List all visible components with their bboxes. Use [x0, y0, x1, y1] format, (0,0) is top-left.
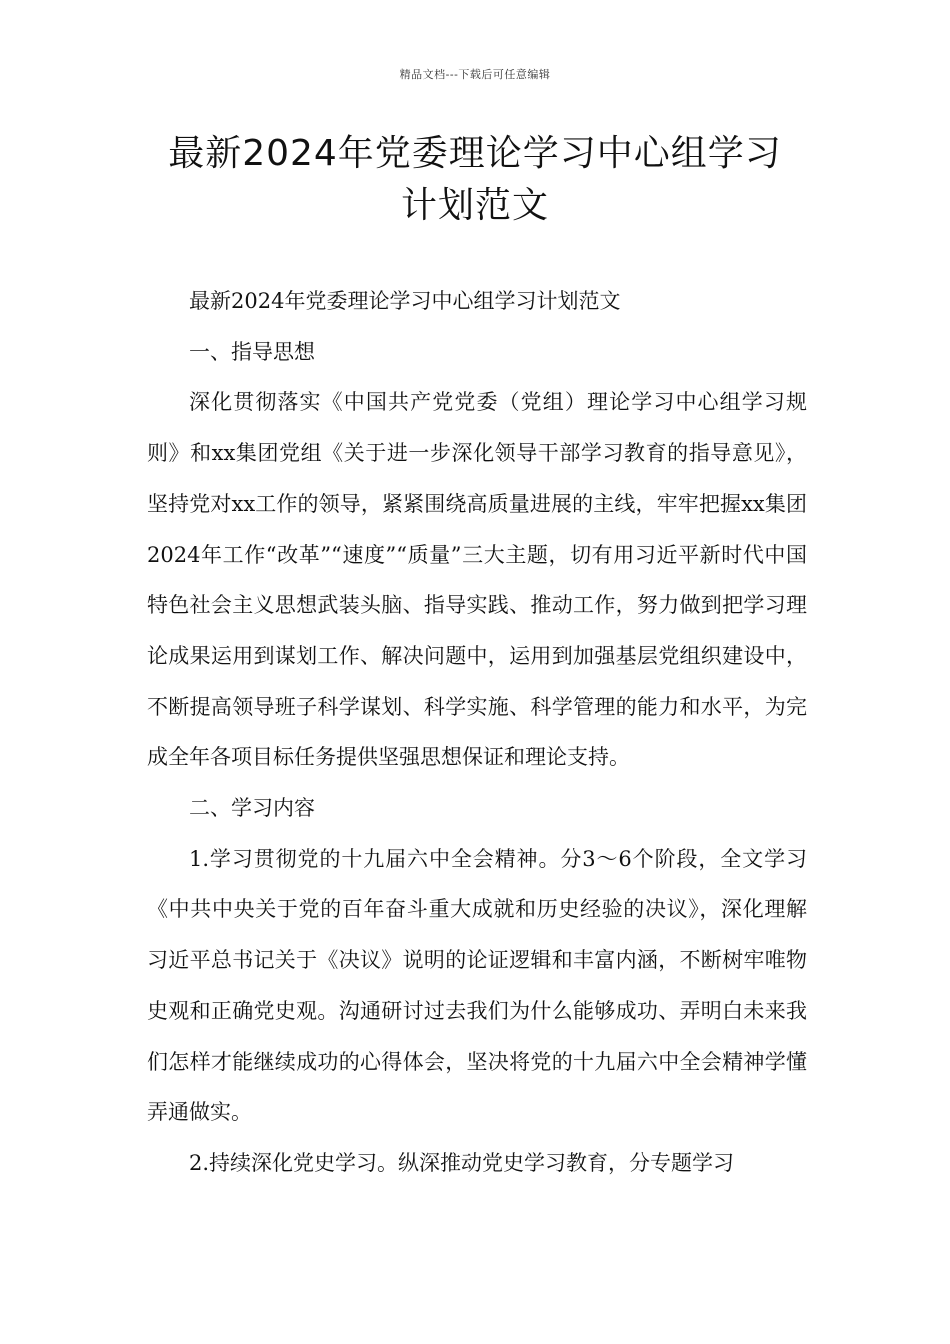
document-title [100, 128, 850, 232]
paragraph-item-2: 2.持续深化党史学习。纵深推动党史学习教育，分专题学习 [189, 1150, 735, 1175]
page-header: 精品文档---下载后可任意编辑 [399, 68, 551, 81]
body-subtitle: 最新2024年党委理论学习中心组学习计划范文 [189, 289, 621, 313]
section-heading-guiding-ideology: 一、指导思想 [189, 339, 315, 364]
document-body [147, 276, 807, 1189]
section-heading-study-content: 二、学习内容 [189, 796, 315, 821]
document-title-line-1: 最新2024年党委理论学习中心组学习 [168, 133, 782, 174]
paragraph-item-1: 1.学习贯彻党的十九届六中全会精神。分3～6个阶段，全文学习《中共中央关于党的百年奋斗重大成就和历史经验的决议》，深化理解习近平总书记关于《决议》说明的论证逻辑和丰富内涵，不断树牢唯物史观和正确党史观。沟通研讨过去我们为什么能够成功、弄明白未来我们怎样才能继续成功的心得体会，坚决将党的十九届六中全会精神学懂弄通做实。 [147, 846, 807, 1125]
document-title-line-2: 计划范文 [400, 185, 549, 226]
paragraph-guiding-ideology: 深化贯彻落实《中国共产党党委（党组）理论学习中心组学习规则》和xx集团党组《关于进一步深化领导干部学习教育的指导意见》，坚持党对xx工作的领导，紧紧围绕高质量进展的主线，牢牢把握xx集团2024年工作“改革”“速度”“质量”三大主题，切有用习近平新时代中国特色社会主义思想武装头脑、指导实践、推动工作，努力做到把学习理论成果运用到谋划工作、解决问题中，运用到加强基层党组织建设中，不断提高领导班子科学谋划、科学实施、科学管理的能力和水平，为完成全年各项目标任务提供坚强思想保证和理论支持。 [147, 390, 807, 770]
